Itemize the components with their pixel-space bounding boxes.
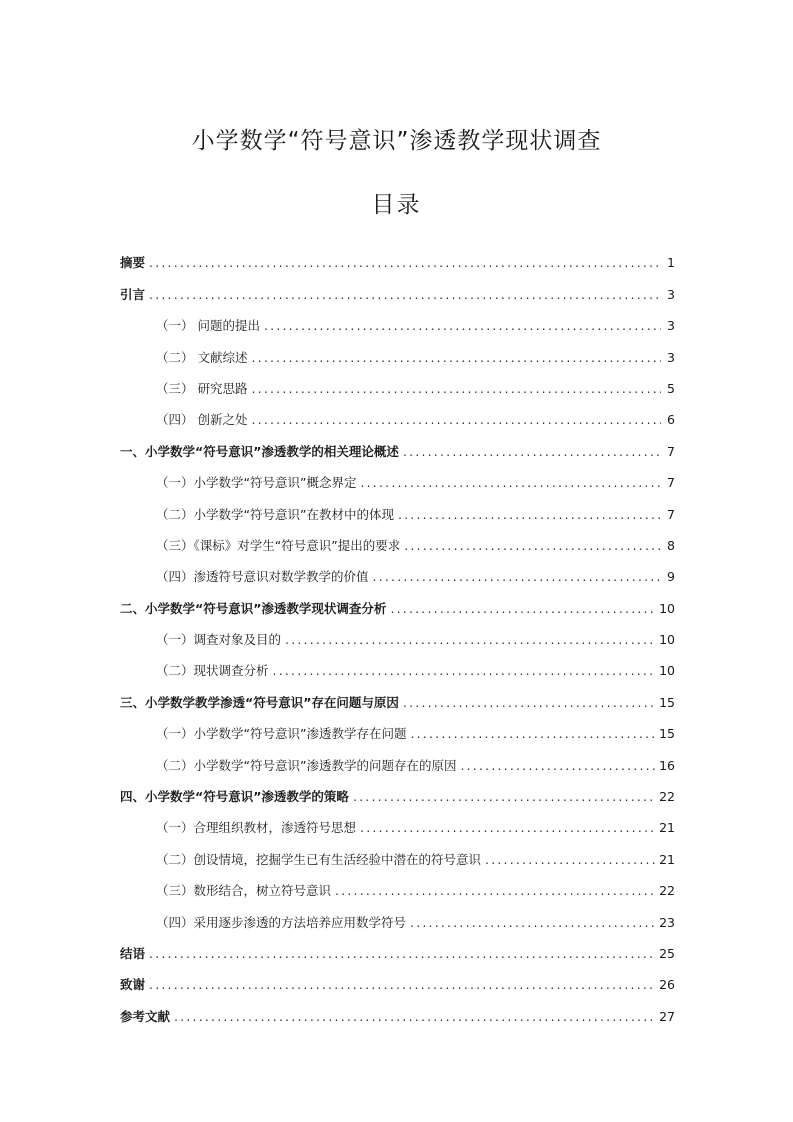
- toc-entry[interactable]: [120, 813, 675, 844]
- toc-entry[interactable]: [120, 468, 675, 499]
- toc-entry-page-number: 3: [667, 318, 675, 334]
- toc-leader-dots: [360, 475, 661, 490]
- toc-leader-dots: [485, 852, 655, 867]
- toc-entry-page-number: 21: [659, 820, 675, 836]
- toc-entry[interactable]: [120, 656, 675, 687]
- toc-entry-label: 结语: [120, 945, 146, 961]
- toc-leader-dots: [403, 695, 655, 710]
- toc-leader-dots: [335, 883, 655, 898]
- toc-entry[interactable]: [120, 374, 675, 405]
- toc-entry[interactable]: [120, 750, 675, 781]
- toc-entry[interactable]: [120, 562, 675, 593]
- toc-entry[interactable]: [120, 436, 675, 467]
- toc-leader-dots: [460, 758, 655, 773]
- toc-leader-dots: [285, 632, 655, 647]
- toc-entry[interactable]: [120, 844, 675, 875]
- document-title: 小学数学“符号意识”渗透教学现状调查: [191, 128, 602, 154]
- toc-entry[interactable]: [120, 279, 675, 310]
- toc-entry-label: （二） 文献综述: [156, 349, 248, 365]
- toc-leader-dots: [149, 255, 661, 270]
- toc-leader-dots: [390, 601, 655, 616]
- toc-entry[interactable]: [120, 687, 675, 718]
- toc-entry-page-number: 3: [667, 349, 675, 365]
- toc-entry-page-number: 7: [667, 443, 675, 459]
- toc-leader-dots: [398, 507, 661, 522]
- toc-entry[interactable]: [120, 719, 675, 750]
- toc-leader-dots: [373, 569, 661, 584]
- toc-entry-label: （一）调查对象及目的: [156, 632, 282, 648]
- toc-entry[interactable]: [120, 939, 675, 970]
- toc-leader-dots: [149, 287, 661, 302]
- toc-entry[interactable]: [120, 311, 675, 342]
- toc-entry[interactable]: [120, 876, 675, 907]
- toc-entry-page-number: 15: [659, 726, 675, 742]
- toc-entry[interactable]: [120, 1001, 675, 1032]
- toc-entry-label: （三）《课标》对学生“符号意识”提出的要求: [156, 537, 401, 553]
- toc-entry[interactable]: [120, 342, 675, 373]
- toc-entry-label: 参考文献: [120, 1008, 171, 1024]
- toc-entry[interactable]: [120, 531, 675, 562]
- toc-leader-dots: [251, 350, 661, 365]
- toc-entry-label: 摘要: [120, 255, 146, 271]
- toc-entry-page-number: 22: [659, 883, 675, 899]
- toc-entry-page-number: 10: [659, 632, 675, 648]
- toc-entry[interactable]: [120, 625, 675, 656]
- toc-entry-page-number: 15: [659, 694, 675, 710]
- toc-entry-page-number: 8: [667, 537, 675, 553]
- toc-entry-label: （一） 问题的提出: [156, 318, 260, 334]
- toc-entry-page-number: 9: [667, 569, 675, 585]
- toc-leader-dots: [251, 381, 661, 396]
- toc-entry-label: （三） 研究思路: [156, 380, 248, 396]
- toc-entry-label: （四） 创新之处: [156, 412, 248, 428]
- toc-entry[interactable]: [120, 593, 675, 624]
- toc-entry-label: 四、小学数学“符号意识”渗透教学的策略: [120, 789, 349, 805]
- toc-entry-page-number: 22: [659, 789, 675, 805]
- table-of-contents: [120, 248, 675, 1033]
- toc-entry-label: （四）采用逐步渗透的方法培养应用数学符号: [156, 914, 407, 930]
- toc-leader-dots: [410, 915, 655, 930]
- toc-entry-label: （一）小学数学“符号意识”渗透教学存在问题: [156, 726, 407, 742]
- toc-leader-dots: [251, 412, 661, 427]
- toc-entry-label: 致谢: [120, 977, 146, 993]
- toc-entry-label: （二）小学数学“符号意识”渗透教学的问题存在的原因: [156, 757, 457, 773]
- toc-entry-label: 二、小学数学“符号意识”渗透教学现状调查分析: [120, 600, 387, 616]
- toc-leader-dots: [404, 538, 661, 553]
- toc-entry-label: （二）创设情境，挖掘学生已有生活经验中潜在的符号意识: [156, 851, 482, 867]
- toc-entry-label: （四）渗透符号意识对数学教学的价值: [156, 569, 369, 585]
- toc-entry-page-number: 7: [667, 506, 675, 522]
- toc-entry-label: 三、小学数学教学渗透“符号意识”存在问题与原因: [120, 694, 399, 710]
- toc-leader-dots: [149, 977, 655, 992]
- toc-entry-page-number: 26: [659, 977, 675, 993]
- toc-entry[interactable]: [120, 248, 675, 279]
- toc-entry[interactable]: [120, 970, 675, 1001]
- toc-entry-page-number: 10: [659, 663, 675, 679]
- toc-leader-dots: [149, 946, 655, 961]
- toc-entry-label: （三）数形结合，树立符号意识: [156, 883, 332, 899]
- toc-leader-dots: [273, 663, 656, 678]
- toc-entry-label: （一）小学数学“符号意识”概念界定: [156, 475, 357, 491]
- toc-entry-page-number: 7: [667, 475, 675, 491]
- toc-entry-label: 引言: [120, 286, 146, 302]
- toc-leader-dots: [353, 789, 655, 804]
- toc-entry-page-number: 25: [659, 945, 675, 961]
- toc-entry-label: （二）现状调查分析: [156, 663, 269, 679]
- toc-entry[interactable]: [120, 499, 675, 530]
- toc-entry-page-number: 27: [659, 1008, 675, 1024]
- toc-entry-label: （一）合理组织教材，渗透符号思想: [156, 820, 357, 836]
- toc-entry-page-number: 6: [667, 412, 675, 428]
- toc-leader-dots: [264, 318, 661, 333]
- toc-entry-page-number: 1: [667, 255, 675, 271]
- toc-entry[interactable]: [120, 907, 675, 938]
- toc-entry-page-number: 23: [659, 914, 675, 930]
- toc-leader-dots: [403, 444, 661, 459]
- toc-heading: 目录: [371, 192, 422, 218]
- toc-entry-label: （二）小学数学“符号意识”在教材中的体现: [156, 506, 394, 522]
- toc-entry-page-number: 16: [659, 757, 675, 773]
- toc-entry[interactable]: [120, 782, 675, 813]
- toc-entry-page-number: 21: [659, 851, 675, 867]
- toc-entry[interactable]: [120, 405, 675, 436]
- toc-leader-dots: [410, 726, 655, 741]
- toc-leader-dots: [174, 1009, 655, 1024]
- toc-entry-page-number: 3: [667, 286, 675, 302]
- toc-entry-page-number: 5: [667, 380, 675, 396]
- toc-entry-label: 一、小学数学“符号意识”渗透教学的相关理论概述: [120, 443, 399, 459]
- toc-entry-page-number: 10: [659, 600, 675, 616]
- toc-leader-dots: [360, 820, 655, 835]
